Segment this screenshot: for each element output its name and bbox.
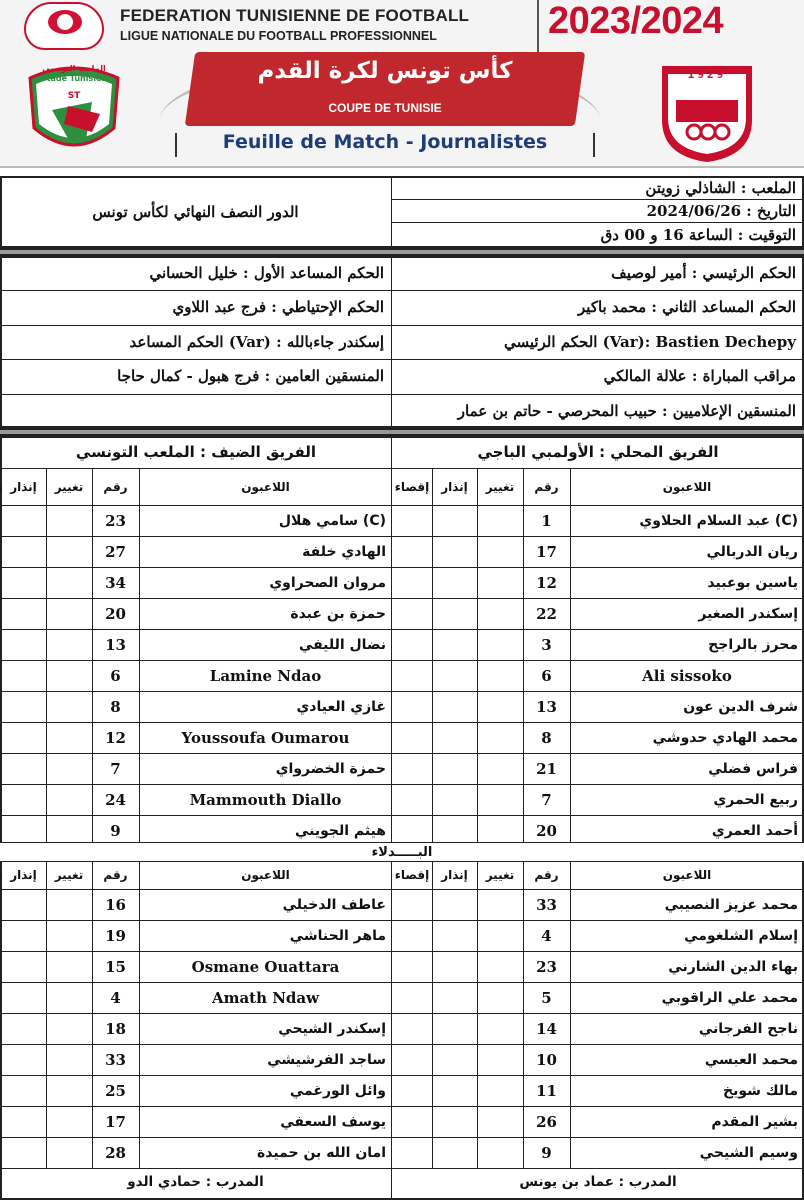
player-number: 19 bbox=[105, 926, 126, 945]
table-column-line bbox=[1, 468, 2, 846]
player-name: عبد السلام الحلاوي (C) bbox=[639, 512, 798, 529]
table-line bbox=[392, 468, 804, 469]
column-header-warning: إنذار bbox=[441, 479, 468, 494]
column-header-number: رقم bbox=[534, 868, 559, 882]
away-team-title: الفريق الضيف : الملعب التونسي bbox=[75, 443, 317, 461]
table-column-line bbox=[523, 861, 524, 1168]
player-name: بهاء الدين الشارني bbox=[668, 958, 798, 975]
player-number: 6 bbox=[110, 666, 121, 685]
column-header-players: اللاعبون bbox=[662, 868, 712, 882]
official-right-4: مراقب المباراة : علالة المالكي bbox=[603, 367, 796, 385]
player-name: إسكندر الشيحي bbox=[278, 1020, 386, 1037]
section-divider bbox=[0, 248, 804, 256]
player-name: ياسين بوعبيد bbox=[707, 574, 798, 591]
player-number: 1 bbox=[541, 511, 552, 530]
player-number: 18 bbox=[105, 1019, 126, 1038]
player-name: فراس فضلي bbox=[708, 760, 798, 777]
player-name: محمد عزيز النصيبي bbox=[664, 896, 798, 913]
column-header-players: اللاعبون bbox=[662, 479, 712, 494]
player-name: ماهر الحناشي bbox=[289, 927, 386, 944]
player-number: 20 bbox=[105, 604, 126, 623]
player-number: 17 bbox=[105, 1112, 126, 1131]
date-label: التاريخ : 2024/06/26 bbox=[646, 202, 796, 220]
player-number: 13 bbox=[105, 635, 126, 654]
player-name: Youssoufa Oumarou bbox=[181, 728, 350, 747]
stadium-label: الملعب : الشاذلي زويتن bbox=[645, 179, 796, 197]
player-name: حمزة الخضرواي bbox=[275, 760, 386, 777]
table-column-line bbox=[523, 468, 524, 846]
player-number: 8 bbox=[110, 697, 121, 716]
player-name: يوسف السعفي bbox=[280, 1113, 386, 1130]
player-name: وسيم الشيحي bbox=[699, 1144, 798, 1161]
player-number: 28 bbox=[105, 1143, 126, 1162]
player-number: 13 bbox=[536, 697, 557, 716]
player-number: 23 bbox=[536, 957, 557, 976]
title-bar-right bbox=[593, 133, 595, 157]
column-header-number: رقم bbox=[103, 479, 128, 494]
player-name: وائل الورغمي bbox=[289, 1082, 386, 1099]
sheet-title: Feuille de Match - Journalistes bbox=[222, 131, 548, 153]
player-number: 4 bbox=[541, 926, 552, 945]
player-number: 27 bbox=[105, 542, 126, 561]
player-number: 7 bbox=[110, 759, 121, 778]
player-number: 16 bbox=[105, 895, 126, 914]
player-name: محرز بالراجح bbox=[708, 636, 798, 653]
column-header-expulsion: إقصاء bbox=[394, 868, 430, 882]
player-number: 4 bbox=[110, 988, 121, 1007]
player-name: هيثم الجويني bbox=[294, 822, 386, 839]
time-label: التوقيت : الساعة 16 و 00 دق bbox=[600, 226, 796, 244]
player-number: 23 bbox=[105, 511, 126, 530]
player-number: 33 bbox=[105, 1050, 126, 1069]
column-header-warning: إنذار bbox=[10, 479, 37, 494]
table-line bbox=[0, 861, 392, 862]
player-name: سامي هلال (C) bbox=[278, 512, 386, 529]
player-number: 15 bbox=[105, 957, 126, 976]
column-header-number: رقم bbox=[534, 479, 559, 494]
season-label: 2023/2024 bbox=[548, 0, 724, 42]
official-right-1: الحكم الرئيسي : أمير لوصيف bbox=[611, 264, 796, 282]
cup-title-fr: COUPE DE TUNISIE bbox=[328, 101, 442, 115]
player-number: 22 bbox=[536, 604, 557, 623]
table-column-line bbox=[139, 861, 140, 1168]
player-name: حمزة بن عبدة bbox=[290, 605, 386, 622]
official-right-5: المنسقين الإعلاميين : حبيب المحرصي - حاتم بن عمار bbox=[457, 402, 796, 420]
home-team-title: الفريق المحلي : الأولمبي الباجي bbox=[477, 443, 719, 461]
player-name: محمد الهادي حدوشي bbox=[652, 729, 798, 746]
player-name: Ali sissoko bbox=[642, 666, 732, 685]
player-number: 26 bbox=[536, 1112, 557, 1131]
table-column-line bbox=[139, 468, 140, 846]
column-header-warning: إنذار bbox=[10, 868, 37, 882]
official-left-1: الحكم المساعد الأول : خليل الحساني bbox=[149, 264, 384, 282]
season-divider bbox=[537, 0, 539, 54]
player-number: 5 bbox=[541, 988, 552, 1007]
federation-title: FEDERATION TUNISIENNE DE FOOTBALL bbox=[120, 6, 470, 25]
subs-title: البـــــدلاء bbox=[0, 843, 804, 861]
player-name: Mammouth Diallo bbox=[189, 790, 342, 809]
player-number: 3 bbox=[541, 635, 552, 654]
official-left-4: المنسقين العامين : فرج هبول - كمال حاجا bbox=[117, 367, 384, 385]
column-header-change: تغيير bbox=[54, 479, 84, 494]
official-left-2: الحكم الإحتياطي : فرج عبد اللاوي bbox=[172, 298, 384, 316]
section-divider bbox=[0, 428, 804, 436]
column-header-expulsion: إقصاء bbox=[394, 479, 430, 494]
player-name: إسكندر الصغير bbox=[698, 605, 798, 622]
player-name: ساجد الفرشيشي bbox=[267, 1051, 386, 1068]
player-number: 10 bbox=[536, 1050, 557, 1069]
player-name: عاطف الدخيلي bbox=[282, 896, 386, 913]
st-logo-text-icon: ST bbox=[67, 91, 81, 101]
player-name: محمد علي الراقوبي bbox=[661, 989, 798, 1006]
player-name: امان الله بن حميدة bbox=[257, 1144, 386, 1161]
home-logo-ar: الملعب التونسي bbox=[42, 64, 106, 73]
player-name: ريان الدربالي bbox=[706, 543, 798, 560]
table-column-line bbox=[46, 468, 47, 846]
column-header-change: تغيير bbox=[54, 868, 84, 882]
player-number: 25 bbox=[105, 1081, 126, 1100]
column-header-change: تغيير bbox=[485, 868, 515, 882]
player-number: 9 bbox=[541, 1143, 552, 1162]
column-header-warning: إنذار bbox=[441, 868, 468, 882]
column-header-change: تغيير bbox=[485, 479, 515, 494]
table-column-line bbox=[432, 861, 433, 1168]
player-number: 7 bbox=[541, 790, 552, 809]
player-number: 8 bbox=[541, 728, 552, 747]
table-column-line bbox=[477, 468, 478, 846]
player-name: نضال الليفي bbox=[298, 636, 386, 653]
player-number: 6 bbox=[541, 666, 552, 685]
sheet-title-bar bbox=[175, 131, 595, 159]
table-line bbox=[0, 468, 392, 469]
home-coach: المدرب : عماد بن يونس bbox=[519, 1174, 677, 1190]
official-left-3: الحكم المساعد (Var) : إسكندر جاءبالله bbox=[129, 333, 384, 351]
sheet-header bbox=[0, 0, 804, 168]
player-number: 9 bbox=[110, 821, 121, 840]
player-name: شرف الدين عون bbox=[683, 698, 798, 715]
table-column-line bbox=[570, 468, 571, 846]
ftf-logo-icon bbox=[24, 2, 104, 50]
away-logo-year: 1929 bbox=[687, 68, 727, 81]
column-header-players: اللاعبون bbox=[241, 479, 290, 494]
table-column-line bbox=[570, 861, 571, 1168]
column-header-players: اللاعبون bbox=[241, 868, 290, 882]
table-column-line bbox=[92, 861, 93, 1168]
official-right-3: الحكم الرئيسي (Var): Bastien Dechepy bbox=[503, 333, 796, 351]
player-name: Amath Ndaw bbox=[211, 988, 320, 1007]
table-column-line bbox=[46, 861, 47, 1168]
column-header-number: رقم bbox=[103, 868, 128, 882]
player-number: 11 bbox=[536, 1081, 557, 1100]
table-column-line bbox=[1, 861, 2, 1168]
round-label: الدور النصف النهائي لكأس تونس bbox=[92, 203, 299, 221]
player-name: ناجح الفرجاني bbox=[698, 1020, 798, 1037]
player-name: غازي العيادي bbox=[296, 698, 386, 715]
official-right-2: الحكم المساعد الثاني : محمد باكير bbox=[578, 298, 796, 316]
player-number: 12 bbox=[105, 728, 126, 747]
table-line bbox=[392, 861, 804, 862]
player-number: 33 bbox=[536, 895, 557, 914]
cup-title-ar: كأس تونس لكرة القدم bbox=[257, 58, 513, 84]
table-column-line bbox=[477, 861, 478, 1168]
player-number: 20 bbox=[536, 821, 557, 840]
player-name: مالك شويخ bbox=[723, 1082, 798, 1099]
table-column-line bbox=[92, 468, 93, 846]
player-name: الهادي خلفة bbox=[302, 543, 386, 560]
player-number: 24 bbox=[105, 790, 126, 809]
player-name: إسلام الشلغومي bbox=[684, 927, 798, 944]
player-name: بشير المقدم bbox=[711, 1113, 798, 1130]
home-logo-fr: Stade Tunisien bbox=[40, 74, 108, 83]
ligue-title: LIGUE NATIONALE DU FOOTBALL PROFESSIONNEL bbox=[120, 29, 437, 43]
player-number: 21 bbox=[536, 759, 557, 778]
player-number: 34 bbox=[105, 573, 126, 592]
player-name: Lamine Ndao bbox=[209, 666, 322, 685]
player-name: أحمد العمري bbox=[711, 822, 798, 839]
away-coach: المدرب : حمادي الدو bbox=[127, 1174, 264, 1190]
stade-tunisien-logo-caption bbox=[30, 64, 118, 84]
table-column-line bbox=[432, 468, 433, 846]
player-name: Osmane Ouattara bbox=[191, 957, 340, 976]
player-number: 17 bbox=[536, 542, 557, 561]
player-name: ربيع الحمري bbox=[713, 791, 798, 808]
player-number: 12 bbox=[536, 573, 557, 592]
player-name: مروان الصحراوي bbox=[269, 574, 386, 591]
player-number: 14 bbox=[536, 1019, 557, 1038]
player-name: محمد العبسي bbox=[704, 1051, 798, 1068]
